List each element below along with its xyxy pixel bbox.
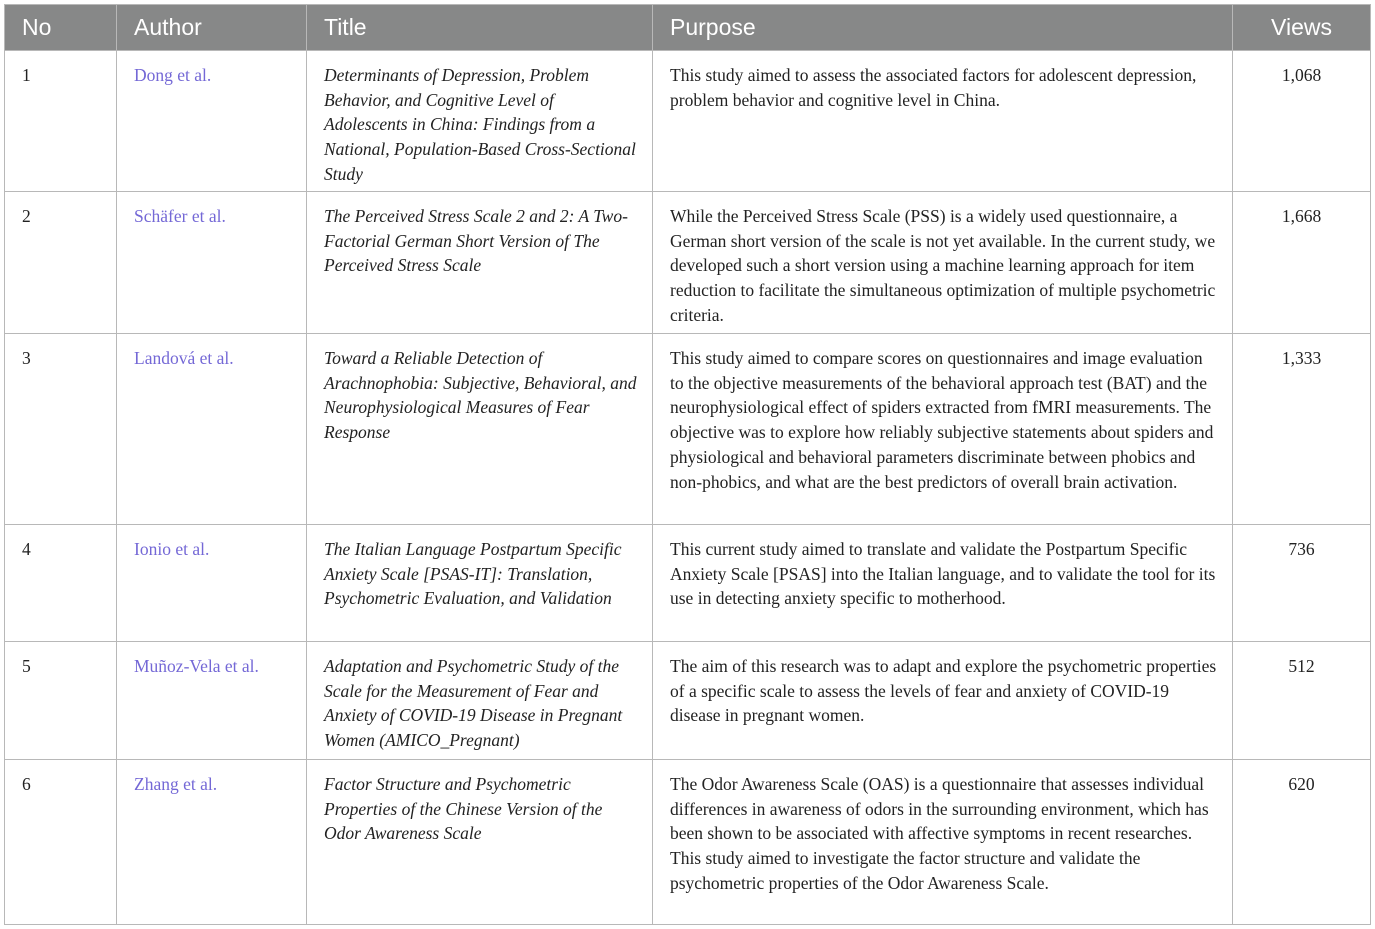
- cell-title: Toward a Reliable Detection of Arachnophobia: Subjective, Behavioral, and Neurophysiological Measures of Fear Response: [307, 334, 653, 525]
- table-row: [5, 525, 1371, 642]
- cell-title: Adaptation and Psychometric Study of the Scale for the Measurement of Fear and Anxiety of COVID-19 Disease in Pregnant Women (AMICO_Pregnant): [307, 642, 653, 760]
- cell-no: 5: [5, 642, 117, 760]
- author-link[interactable]: Schäfer et al.: [117, 192, 307, 334]
- header-no: No: [5, 5, 117, 51]
- header-title: Title: [307, 5, 653, 51]
- table-row: [5, 642, 1371, 760]
- cell-title: Determinants of Depression, Problem Behavior, and Cognitive Level of Adolescents in China: Findings from a National, Population-Based Cross-Sectional Study: [307, 51, 653, 192]
- table-header-row: [5, 5, 1371, 51]
- cell-no: 4: [5, 525, 117, 642]
- table-row: [5, 192, 1371, 334]
- cell-purpose: The Odor Awareness Scale (OAS) is a questionnaire that assesses individual differences in awareness of odors in the surrounding environment, which has been shown to be associated with affective symptoms in recent researches. This study aimed to investigate the factor structure and validate the psychometric properties of the Odor Awareness Scale.: [653, 760, 1233, 925]
- cell-purpose: This study aimed to compare scores on questionnaires and image evaluation to the objective measurements of the behavioral approach test (BAT) and the neurophysiological effect of spiders extracted from fMRI measurements. The objective was to explore how reliably subjective statements about spiders and physiological and behavioral parameters discriminate between phobics and non-phobics, and what are the best predictors of overall brain activation.: [653, 334, 1233, 525]
- cell-no: 1: [5, 51, 117, 192]
- header-views: Views: [1233, 5, 1371, 51]
- cell-views: 1,333: [1233, 334, 1371, 525]
- table-row: [5, 760, 1371, 925]
- cell-no: 6: [5, 760, 117, 925]
- cell-purpose: The aim of this research was to adapt and explore the psychometric properties of a specific scale to assess the levels of fear and anxiety of COVID-19 disease in pregnant women.: [653, 642, 1233, 760]
- author-link[interactable]: Dong et al.: [117, 51, 307, 192]
- header-author: Author: [117, 5, 307, 51]
- cell-views: 736: [1233, 525, 1371, 642]
- author-link[interactable]: Zhang et al.: [117, 760, 307, 925]
- header-purpose: Purpose: [653, 5, 1233, 51]
- author-link[interactable]: Ionio et al.: [117, 525, 307, 642]
- articles-table: [4, 4, 1371, 925]
- cell-purpose: While the Perceived Stress Scale (PSS) is a widely used questionnaire, a German short version of the scale is not yet available. In the current study, we developed such a short version using a machine learning approach for item reduction to facilitate the simultaneous optimization of multiple psychometric criteria.: [653, 192, 1233, 334]
- cell-title: Factor Structure and Psychometric Properties of the Chinese Version of the Odor Awareness Scale: [307, 760, 653, 925]
- table-row: [5, 51, 1371, 192]
- cell-views: 512: [1233, 642, 1371, 760]
- cell-title: The Italian Language Postpartum Specific Anxiety Scale [PSAS-IT]: Translation, Psychometric Evaluation, and Validation: [307, 525, 653, 642]
- cell-views: 1,668: [1233, 192, 1371, 334]
- cell-views: 1,068: [1233, 51, 1371, 192]
- cell-no: 3: [5, 334, 117, 525]
- cell-title: The Perceived Stress Scale 2 and 2: A Two-Factorial German Short Version of The Perceived Stress Scale: [307, 192, 653, 334]
- cell-views: 620: [1233, 760, 1371, 925]
- articles-table-container: [4, 4, 1370, 925]
- cell-purpose: This study aimed to assess the associated factors for adolescent depression, problem behavior and cognitive level in China.: [653, 51, 1233, 192]
- author-link[interactable]: Muñoz-Vela et al.: [117, 642, 307, 760]
- cell-no: 2: [5, 192, 117, 334]
- table-row: [5, 334, 1371, 525]
- cell-purpose: This current study aimed to translate and validate the Postpartum Specific Anxiety Scale [PSAS] into the Italian language, and to validate the tool for its use in detecting anxiety specific to motherhood.: [653, 525, 1233, 642]
- author-link[interactable]: Landová et al.: [117, 334, 307, 525]
